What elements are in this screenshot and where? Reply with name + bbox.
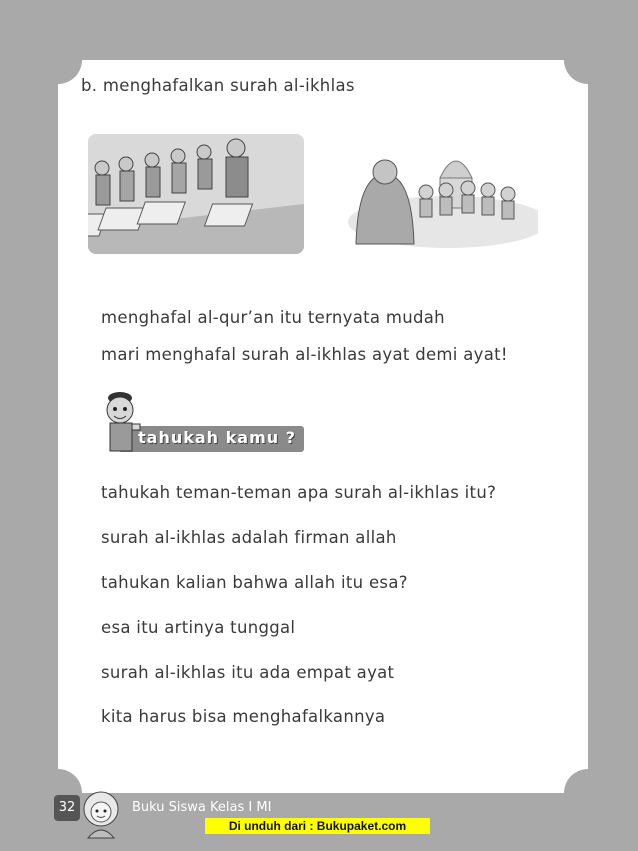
fact-line: esa itu artinya tunggal [101,618,296,637]
book-label: Buku Siswa Kelas I MI [132,800,272,815]
intro-line: mari menghafal surah al-ikhlas ayat demi ayat! [101,345,508,364]
boy-mascot-icon [98,388,148,458]
girl-avatar-icon [82,790,120,840]
fact-line: tahukan kalian bahwa allah itu esa? [101,573,408,592]
intro-line: menghafal al-qur’an itu ternyata mudah [101,308,445,327]
fact-line: surah al-ikhlas itu ada empat ayat [101,663,395,682]
praying-children-illustration [88,134,304,254]
banner-label: tahukah kamu ? [138,428,296,447]
fact-line: surah al-ikhlas adalah firman allah [101,528,397,547]
fact-line: kita harus bisa menghafalkannya [101,707,386,726]
tahukah-kamu-banner [98,388,308,463]
page-number: 32 [54,795,80,821]
teacher-children-illustration [328,134,538,254]
fact-line: tahukah teman-teman apa surah al-ikhlas itu? [101,483,497,502]
download-note: Di unduh dari : Bukupaket.com [205,818,430,834]
section-heading: b. menghafalkan surah al-ikhlas [81,76,355,95]
